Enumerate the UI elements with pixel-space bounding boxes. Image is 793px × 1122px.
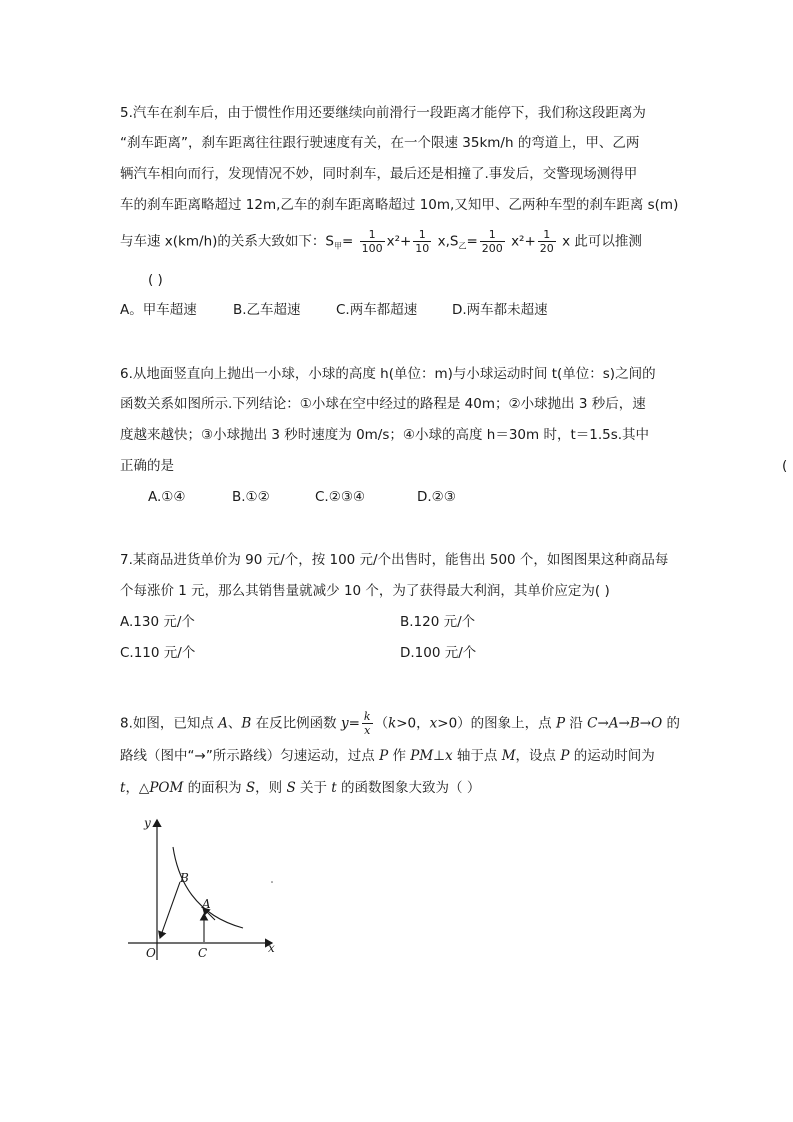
q7-line-1: 7.某商品进货单价为 90 元/个，按 100 元/个出售时，能售出 500 个，如图图果这种商品每 <box>120 552 669 568</box>
q7-option-d[interactable]: D.100 元/个 <box>400 645 477 661</box>
q5-fraction-3: $\frac{1}{200}$ <box>481 228 503 255</box>
q6-answer-paren: ( <box>782 458 788 474</box>
q5-option-c[interactable]: C.两车都超速 <box>336 302 418 318</box>
q7-option-b[interactable]: B.120 元/个 <box>400 614 476 630</box>
q5-line-4: 车的刹车距离略超过 12m,乙车的刹车距离略超过 10m,又知甲、乙两种车型的刹车距离 s(m) <box>120 197 679 213</box>
segment-b-o <box>160 882 180 938</box>
q8-line-1: 8.如图，已知点 A、B 在反比例函数 y= $\frac{k}{x}$ （k>0，x>0）的图象上，点 P 沿 C→A→B→O 的 <box>120 710 680 737</box>
q7-option-a[interactable]: A.130 元/个 <box>120 614 195 630</box>
q8-fraction-k-over-x: $\frac{k}{x}$ <box>363 710 371 737</box>
q8-figure <box>120 810 290 970</box>
q8-line-3: t，△POM 的面积为 S，则 S 关于 t 的函数图象大致为（ ） <box>120 780 481 796</box>
q5-line-1: 5.汽车在刹车后，由于惯性作用还要继续向前滑行一段距离才能停下，我们称这段距离为 <box>120 105 646 121</box>
q5-fraction-4: $\frac{1}{20}$ <box>539 228 554 255</box>
q5-sub-jia: 甲 <box>333 241 342 251</box>
q6-line-2: 函数关系如图所示.下列结论：①小球在空中经过的路程是 40m；②小球抛出 3 秒后，速 <box>120 396 646 412</box>
label-o: O <box>146 946 156 960</box>
q6-option-b[interactable]: B.①② <box>232 489 270 505</box>
q5-option-b[interactable]: B.乙车超速 <box>233 302 301 318</box>
q5-line-2: “刹车距离”，刹车距离往往跟行驶速度有关，在一个限速 35km/h 的弯道上，甲、乙两 <box>120 135 640 151</box>
q7-option-c[interactable]: C.110 元/个 <box>120 645 196 661</box>
stray-dot <box>271 881 273 883</box>
q6-line-1: 6.从地面竖直向上抛出一小球，小球的高度 h(单位：m)与小球运动时间 t(单位：s)之间的 <box>120 366 656 382</box>
q6-line-3: 度越来越快；③小球抛出 3 秒时速度为 0m/s；④小球的高度 h＝30m 时，t＝1.5s.其中 <box>120 427 650 443</box>
q5-option-d[interactable]: D.两车都未超速 <box>452 302 548 318</box>
label-a: A <box>202 897 211 911</box>
q6-line-4: 正确的是 <box>120 458 174 474</box>
q5-sub-yi: 乙 <box>458 241 467 251</box>
q5-option-a[interactable]: A。甲车超速 <box>120 302 197 318</box>
q6-option-c[interactable]: C.②③④ <box>315 489 366 505</box>
q6-option-d[interactable]: D.②③ <box>417 489 456 505</box>
label-c: C <box>198 946 208 960</box>
hyperbola-curve <box>173 847 243 928</box>
q7-line-2: 个每涨价 1 元，那么其销售量就减少 10 个，为了获得最大利润，其单价应定为( ) <box>120 583 610 599</box>
q8-line-2: 路线（图中“→”所示路线）匀速运动，过点 P 作 PM⊥x 轴于点 M，设点 P 的运动时间为 <box>120 748 655 764</box>
q6-option-a[interactable]: A.①④ <box>148 489 186 505</box>
q5-answer-paren: ( ) <box>148 272 163 288</box>
label-y: y <box>144 816 151 830</box>
q5-fraction-2: $\frac{1}{10}$ <box>415 228 430 255</box>
q5-fraction-1: $\frac{1}{100}$ <box>361 228 383 255</box>
q5-line-5: 与车速 x(km/h)的关系大致如下：$S_甲=$ $\frac{1}{100}$ x²+ $\frac{1}{10}$ $x,S_乙=$ $\frac{1}{200}$ x²+ $\frac{1}{20}$ x 此可以推测 <box>120 228 642 255</box>
label-x: x <box>268 941 275 955</box>
q5-line-3: 辆汽车相向而行，发现情况不妙，同时刹车，最后还是相撞了.事发后，交警现场测得甲 <box>120 166 638 182</box>
label-b: B <box>180 871 189 885</box>
